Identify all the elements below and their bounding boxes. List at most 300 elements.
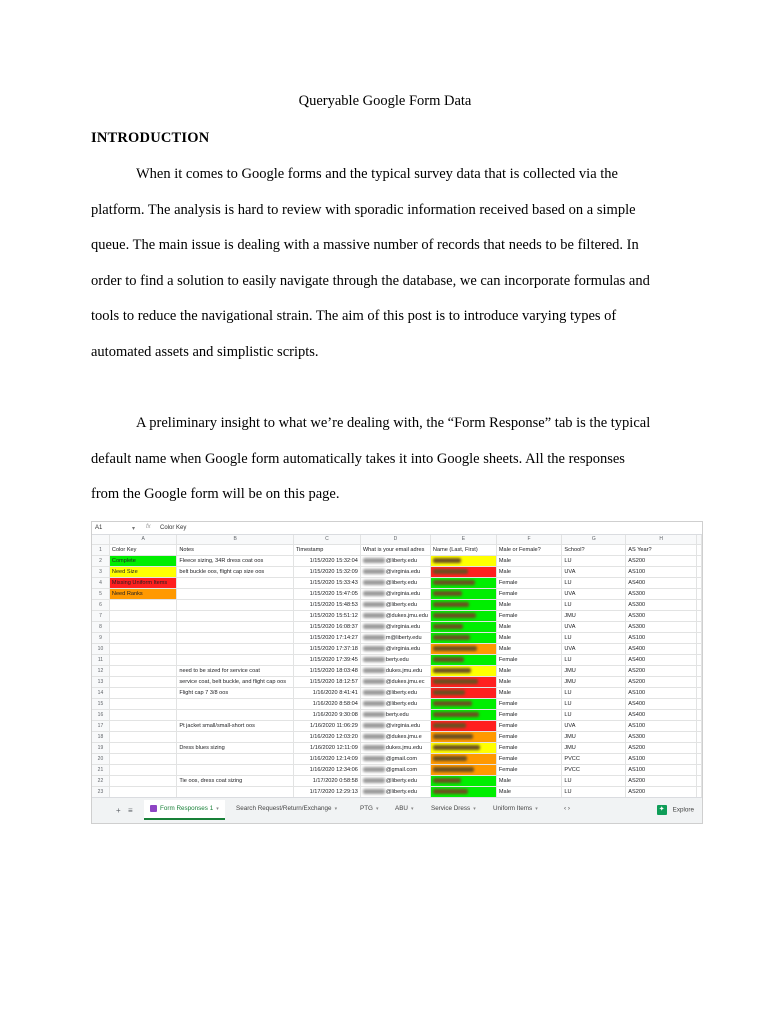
school-cell[interactable]: UVA	[562, 644, 626, 655]
color-key-cell[interactable]	[109, 743, 176, 754]
redacted-name	[433, 701, 472, 706]
sex-cell[interactable]: Male	[496, 776, 562, 787]
year-cell[interactable]: AS400	[626, 644, 697, 655]
color-key-cell[interactable]	[109, 710, 176, 721]
row-number[interactable]: 16	[92, 710, 109, 721]
sex-cell[interactable]: Male	[496, 567, 562, 578]
empty-cell[interactable]	[697, 556, 702, 567]
notes-cell[interactable]: service coat, belt buckle, and flight cap oos	[177, 677, 294, 688]
year-cell[interactable]: AS200	[626, 787, 697, 798]
header-cell[interactable]: What is your email adres	[360, 545, 430, 556]
school-cell[interactable]: LU	[562, 556, 626, 567]
school-cell[interactable]: LU	[562, 787, 626, 798]
notes-cell[interactable]: need to be sized for service coat	[177, 666, 294, 677]
color-key-cell[interactable]	[109, 633, 176, 644]
school-cell[interactable]: LU	[562, 578, 626, 589]
color-key-cell[interactable]	[109, 776, 176, 787]
redacted-email-user	[363, 646, 385, 651]
school-cell[interactable]: UVA	[562, 589, 626, 600]
redacted-name	[433, 668, 471, 673]
name-cell[interactable]	[430, 655, 496, 666]
redacted-email-user	[363, 580, 385, 585]
year-cell[interactable]: AS200	[626, 666, 697, 677]
row-number[interactable]: 23	[92, 787, 109, 798]
chevron-down-icon[interactable]: ▾	[473, 806, 476, 812]
sex-cell[interactable]: Female	[496, 589, 562, 600]
sex-cell[interactable]: Female	[496, 721, 562, 732]
notes-cell[interactable]: Dress blues sizing	[177, 743, 294, 754]
year-cell[interactable]: AS200	[626, 743, 697, 754]
notes-cell[interactable]	[177, 644, 294, 655]
email-cell[interactable]	[360, 743, 430, 754]
email-cell[interactable]	[360, 765, 430, 776]
column-letter[interactable]	[697, 535, 702, 545]
year-cell[interactable]: AS400	[626, 578, 697, 589]
notes-cell[interactable]: Fleece sizing, 34R dress coat oos	[177, 556, 294, 567]
color-key-cell[interactable]	[109, 611, 176, 622]
table-row	[92, 732, 702, 743]
row-number[interactable]: 19	[92, 743, 109, 754]
timestamp-cell[interactable]: 1/16/2020 12:11:09	[293, 743, 360, 754]
row-number[interactable]: 21	[92, 765, 109, 776]
name-cell[interactable]	[430, 710, 496, 721]
row-number[interactable]: 6	[92, 600, 109, 611]
email-cell[interactable]	[360, 556, 430, 567]
email-cell[interactable]	[360, 589, 430, 600]
notes-cell[interactable]	[177, 633, 294, 644]
year-cell[interactable]: AS200	[626, 677, 697, 688]
redacted-email-user	[363, 745, 385, 750]
sex-cell[interactable]: Male	[496, 622, 562, 633]
color-key-cell[interactable]: Complete	[109, 556, 176, 567]
notes-cell[interactable]	[177, 622, 294, 633]
timestamp-cell[interactable]: 1/15/2020 17:14:27	[293, 633, 360, 644]
name-cell[interactable]	[430, 556, 496, 567]
empty-cell[interactable]	[697, 765, 702, 776]
tab-form-responses-1[interactable]	[144, 800, 225, 820]
color-key-cell[interactable]	[109, 721, 176, 732]
school-cell[interactable]: JMU	[562, 732, 626, 743]
sex-cell[interactable]: Male	[496, 677, 562, 688]
empty-cell[interactable]	[697, 644, 702, 655]
year-cell[interactable]: AS100	[626, 688, 697, 699]
row-number[interactable]: 2	[92, 556, 109, 567]
tab-search-request-return-exchange[interactable]	[236, 805, 337, 812]
school-cell[interactable]: JMU	[562, 743, 626, 754]
header-cell[interactable]: Notes	[177, 545, 294, 556]
tab-ptg[interactable]	[360, 805, 378, 812]
school-cell[interactable]: LU	[562, 688, 626, 699]
color-key-cell[interactable]	[109, 765, 176, 776]
redacted-email-user	[363, 613, 385, 618]
timestamp-cell[interactable]: 1/15/2020 16:08:37	[293, 622, 360, 633]
name-cell[interactable]	[430, 622, 496, 633]
email-cell[interactable]	[360, 787, 430, 798]
email-cell[interactable]	[360, 677, 430, 688]
table-row	[92, 710, 702, 721]
empty-cell[interactable]	[697, 655, 702, 666]
empty-cell[interactable]	[697, 688, 702, 699]
name-cell[interactable]	[430, 600, 496, 611]
name-cell[interactable]	[430, 644, 496, 655]
timestamp-cell[interactable]: 1/15/2020 17:37:18	[293, 644, 360, 655]
row-number[interactable]: 14	[92, 688, 109, 699]
school-cell[interactable]: PVCC	[562, 765, 626, 776]
chevron-down-icon[interactable]: ▾	[410, 806, 414, 812]
empty-cell[interactable]	[697, 567, 702, 578]
color-key-cell[interactable]	[109, 677, 176, 688]
tab-uniform-items[interactable]	[493, 805, 538, 812]
notes-cell[interactable]	[177, 699, 294, 710]
notes-cell[interactable]	[177, 578, 294, 589]
name-cell[interactable]	[430, 699, 496, 710]
notes-cell[interactable]	[177, 754, 294, 765]
timestamp-cell[interactable]: 1/16/2020 9:30:08	[293, 710, 360, 721]
row-number[interactable]: 1	[92, 545, 109, 556]
sex-cell[interactable]: Female	[496, 765, 562, 776]
color-key-cell[interactable]: Missing Uniform Items	[109, 578, 176, 589]
sex-cell[interactable]: Male	[496, 787, 562, 798]
sex-cell[interactable]: Male	[496, 633, 562, 644]
insight-paragraph	[91, 406, 691, 513]
table-row	[92, 556, 702, 567]
sex-cell[interactable]: Female	[496, 699, 562, 710]
school-cell[interactable]: LU	[562, 655, 626, 666]
sex-cell[interactable]: Female	[496, 743, 562, 754]
name-cell[interactable]	[430, 721, 496, 732]
name-cell[interactable]	[430, 754, 496, 765]
empty-cell[interactable]	[697, 776, 702, 787]
year-cell[interactable]: AS300	[626, 732, 697, 743]
tab-scroll-arrows[interactable]: ‹ ›	[564, 805, 570, 812]
name-cell[interactable]	[430, 611, 496, 622]
redacted-email-user	[363, 679, 385, 684]
sex-cell[interactable]: Female	[496, 710, 562, 721]
empty-cell[interactable]	[697, 633, 702, 644]
email-domain: @virginia.edu	[385, 591, 421, 597]
empty-cell[interactable]	[697, 721, 702, 732]
email-cell[interactable]	[360, 666, 430, 677]
name-cell[interactable]	[430, 677, 496, 688]
form-badge-icon	[150, 805, 157, 812]
row-number[interactable]: 7	[92, 611, 109, 622]
redacted-name	[433, 657, 464, 662]
name-cell[interactable]	[430, 633, 496, 644]
notes-cell[interactable]: Flight cap 7 3/8 oos	[177, 688, 294, 699]
color-key-cell[interactable]	[109, 622, 176, 633]
name-cell[interactable]	[430, 776, 496, 787]
year-cell[interactable]: AS200	[626, 776, 697, 787]
column-letter[interactable]: F	[496, 535, 562, 545]
table-row	[92, 578, 702, 589]
timestamp-cell[interactable]: 1/15/2020 15:48:53	[293, 600, 360, 611]
paragraph-line: automated assets and simplistic scripts.	[91, 343, 319, 360]
row-number[interactable]: 11	[92, 655, 109, 666]
add-sheet-button[interactable]: +	[116, 806, 121, 815]
year-cell[interactable]: AS100	[626, 567, 697, 578]
formula-content[interactable]: Color Key	[160, 525, 187, 531]
tab-label: Uniform Items	[493, 805, 533, 812]
redacted-email-user	[363, 701, 385, 706]
timestamp-cell[interactable]: 1/15/2020 15:33:43	[293, 578, 360, 589]
empty-cell[interactable]	[697, 710, 702, 721]
color-key-cell[interactable]	[109, 644, 176, 655]
header-cell[interactable]: School?	[562, 545, 626, 556]
column-letter[interactable]: D	[360, 535, 430, 545]
tab-label: Form Responses 1	[160, 805, 214, 813]
email-cell[interactable]	[360, 622, 430, 633]
paragraph-line: A preliminary insight to what we’re dealing with, the “Form Response” tab is the typical	[136, 415, 651, 431]
row-number[interactable]: 20	[92, 754, 109, 765]
school-cell[interactable]: LU	[562, 600, 626, 611]
row-number[interactable]: 5	[92, 589, 109, 600]
header-cell[interactable]: Name (Last, First)	[430, 545, 496, 556]
email-domain: @gmail.com	[385, 767, 418, 773]
redacted-name	[433, 789, 468, 794]
school-cell[interactable]: JMU	[562, 677, 626, 688]
notes-cell[interactable]	[177, 765, 294, 776]
row-number[interactable]: 22	[92, 776, 109, 787]
school-cell[interactable]: UVA	[562, 622, 626, 633]
row-number[interactable]: 15	[92, 699, 109, 710]
email-cell[interactable]	[360, 644, 430, 655]
empty-cell[interactable]	[697, 677, 702, 688]
timestamp-cell[interactable]: 1/16/2020 8:58:04	[293, 699, 360, 710]
timestamp-cell[interactable]: 1/15/2020 15:32:09	[293, 567, 360, 578]
color-key-cell[interactable]: Need Size	[109, 567, 176, 578]
chevron-down-icon[interactable]: ▾	[535, 806, 538, 812]
year-cell[interactable]: AS400	[626, 655, 697, 666]
color-key-cell[interactable]: Need Ranks	[109, 589, 176, 600]
email-cell[interactable]	[360, 600, 430, 611]
sex-cell[interactable]: Male	[496, 556, 562, 567]
notes-cell[interactable]	[177, 710, 294, 721]
school-cell[interactable]: LU	[562, 633, 626, 644]
empty-cell[interactable]	[697, 743, 702, 754]
explore-button[interactable]	[657, 805, 694, 815]
color-key-cell[interactable]	[109, 787, 176, 798]
year-cell[interactable]: AS300	[626, 611, 697, 622]
chevron-down-icon[interactable]: ▾	[334, 806, 338, 812]
email-domain: @liberty.edu	[385, 558, 417, 564]
notes-cell[interactable]	[177, 787, 294, 798]
notes-cell[interactable]	[177, 732, 294, 743]
empty-cell[interactable]	[697, 699, 702, 710]
timestamp-cell[interactable]: 1/15/2020 17:39:45	[293, 655, 360, 666]
timestamp-cell[interactable]: 1/15/2020 18:03:48	[293, 666, 360, 677]
empty-cell[interactable]	[697, 611, 702, 622]
select-all-corner[interactable]	[92, 535, 109, 545]
row-number[interactable]: 3	[92, 567, 109, 578]
name-cell[interactable]	[430, 589, 496, 600]
timestamp-cell[interactable]: 1/16/2020 12:14:09	[293, 754, 360, 765]
color-key-cell[interactable]	[109, 600, 176, 611]
all-sheets-button[interactable]: ≡	[128, 806, 133, 815]
timestamp-cell[interactable]: 1/16/2020 11:06:29	[293, 721, 360, 732]
year-cell[interactable]: AS300	[626, 589, 697, 600]
school-cell[interactable]: LU	[562, 699, 626, 710]
year-cell[interactable]: AS200	[626, 556, 697, 567]
sex-cell[interactable]: Female	[496, 578, 562, 589]
row-number[interactable]: 12	[92, 666, 109, 677]
school-cell[interactable]: UVA	[562, 721, 626, 732]
column-letters-row	[92, 535, 702, 545]
school-cell[interactable]: PVCC	[562, 754, 626, 765]
email-cell[interactable]	[360, 776, 430, 787]
school-cell[interactable]: JMU	[562, 611, 626, 622]
email-domain: m@liberty.edu	[385, 635, 422, 641]
school-cell[interactable]: LU	[562, 776, 626, 787]
name-cell[interactable]	[430, 666, 496, 677]
timestamp-cell[interactable]: 1/15/2020 15:51:12	[293, 611, 360, 622]
empty-cell[interactable]	[697, 578, 702, 589]
tab-label: Service Dress	[431, 805, 471, 812]
empty-cell[interactable]	[697, 666, 702, 677]
sex-cell[interactable]: Male	[496, 688, 562, 699]
color-key-cell[interactable]	[109, 699, 176, 710]
header-cell[interactable]: Timestamp	[293, 545, 360, 556]
notes-cell[interactable]	[177, 611, 294, 622]
timestamp-cell[interactable]: 1/15/2020 15:32:04	[293, 556, 360, 567]
name-cell[interactable]	[430, 787, 496, 798]
email-cell[interactable]	[360, 710, 430, 721]
column-letter[interactable]: A	[109, 535, 176, 545]
redacted-name	[433, 624, 463, 629]
formula-bar	[92, 522, 703, 535]
column-letter[interactable]: B	[177, 535, 294, 545]
header-cell[interactable]: Male or Female?	[496, 545, 562, 556]
chevron-down-icon[interactable]: ▾	[375, 806, 379, 812]
name-cell[interactable]	[430, 578, 496, 589]
email-cell[interactable]	[360, 611, 430, 622]
table-row	[92, 754, 702, 765]
notes-cell[interactable]: belt buckle oos, flight cap size oos	[177, 567, 294, 578]
email-domain: berty.edu	[385, 657, 409, 663]
color-key-cell[interactable]	[109, 688, 176, 699]
email-cell[interactable]	[360, 732, 430, 743]
email-domain: @virginia.edu	[385, 646, 421, 652]
row-number[interactable]: 8	[92, 622, 109, 633]
chevron-down-icon[interactable]: ▾	[216, 806, 219, 813]
year-cell[interactable]: AS400	[626, 710, 697, 721]
table-row	[92, 688, 702, 699]
color-key-cell[interactable]	[109, 655, 176, 666]
timestamp-cell[interactable]: 1/16/2020 12:34:06	[293, 765, 360, 776]
chevron-down-icon[interactable]: ▾	[132, 526, 136, 532]
notes-cell[interactable]: Pt jacket small/small-short oos	[177, 721, 294, 732]
sex-cell[interactable]: Male	[496, 600, 562, 611]
column-letter[interactable]: C	[293, 535, 360, 545]
year-cell[interactable]: AS100	[626, 765, 697, 776]
table-row	[92, 622, 702, 633]
empty-cell[interactable]	[697, 754, 702, 765]
email-domain: berty.edu	[385, 712, 409, 718]
empty-cell[interactable]	[697, 732, 702, 743]
email-cell[interactable]	[360, 578, 430, 589]
timestamp-cell[interactable]: 1/15/2020 18:12:57	[293, 677, 360, 688]
sex-cell[interactable]: Male	[496, 644, 562, 655]
row-number[interactable]: 9	[92, 633, 109, 644]
sex-cell[interactable]: Female	[496, 732, 562, 743]
tab-service-dress[interactable]	[431, 805, 476, 812]
timestamp-cell[interactable]: 1/16/2020 8:41:41	[293, 688, 360, 699]
row-number[interactable]: 13	[92, 677, 109, 688]
timestamp-cell[interactable]: 1/15/2020 15:47:05	[293, 589, 360, 600]
tab-abu[interactable]	[395, 805, 413, 812]
school-cell[interactable]: LU	[562, 710, 626, 721]
sex-cell[interactable]: Female	[496, 611, 562, 622]
column-letter[interactable]: G	[562, 535, 626, 545]
redacted-name	[433, 679, 478, 684]
school-cell[interactable]: UVA	[562, 567, 626, 578]
cell-reference[interactable]: A1	[95, 525, 103, 531]
sex-cell[interactable]: Male	[496, 666, 562, 677]
notes-cell[interactable]	[177, 655, 294, 666]
color-key-cell[interactable]	[109, 754, 176, 765]
email-cell[interactable]	[360, 655, 430, 666]
timestamp-cell[interactable]: 1/17/2020 12:29:13	[293, 787, 360, 798]
notes-cell[interactable]: Tie oos, dress coat sizing	[177, 776, 294, 787]
redacted-name	[433, 723, 466, 728]
empty-cell[interactable]	[697, 545, 702, 556]
empty-cell[interactable]	[697, 600, 702, 611]
year-cell[interactable]: AS100	[626, 721, 697, 732]
email-cell[interactable]	[360, 754, 430, 765]
header-cell[interactable]: Color Key	[109, 545, 176, 556]
year-cell[interactable]: AS100	[626, 633, 697, 644]
school-cell[interactable]: JMU	[562, 666, 626, 677]
empty-cell[interactable]	[697, 622, 702, 633]
year-cell[interactable]: AS300	[626, 600, 697, 611]
redacted-name	[433, 712, 479, 717]
name-cell[interactable]	[430, 765, 496, 776]
color-key-cell[interactable]	[109, 666, 176, 677]
empty-cell[interactable]	[697, 589, 702, 600]
color-key-cell[interactable]	[109, 732, 176, 743]
notes-cell[interactable]	[177, 589, 294, 600]
timestamp-cell[interactable]: 1/16/2020 12:03:20	[293, 732, 360, 743]
timestamp-cell[interactable]: 1/17/2020 0:58:58	[293, 776, 360, 787]
redacted-email-user	[363, 789, 385, 794]
sex-cell[interactable]: Female	[496, 754, 562, 765]
paragraph-line: tools to reduce the navigational strain. The aim of this post is to introduce varying types of	[91, 308, 617, 325]
email-cell[interactable]	[360, 721, 430, 732]
year-cell[interactable]: AS300	[626, 622, 697, 633]
email-cell[interactable]	[360, 567, 430, 578]
header-cell[interactable]: AS Year?	[626, 545, 697, 556]
row-number[interactable]: 4	[92, 578, 109, 589]
sex-cell[interactable]: Female	[496, 655, 562, 666]
header-row	[92, 545, 702, 556]
row-number[interactable]: 10	[92, 644, 109, 655]
row-number[interactable]: 17	[92, 721, 109, 732]
row-number[interactable]: 18	[92, 732, 109, 743]
email-cell[interactable]	[360, 699, 430, 710]
email-domain: @dukes.jmu.edu	[385, 613, 428, 619]
name-cell[interactable]	[430, 567, 496, 578]
column-letter[interactable]: E	[430, 535, 496, 545]
name-cell[interactable]	[430, 688, 496, 699]
notes-cell[interactable]	[177, 600, 294, 611]
name-cell[interactable]	[430, 743, 496, 754]
name-cell[interactable]	[430, 732, 496, 743]
empty-cell[interactable]	[697, 787, 702, 798]
email-cell[interactable]	[360, 633, 430, 644]
year-cell[interactable]: AS400	[626, 699, 697, 710]
email-cell[interactable]	[360, 688, 430, 699]
column-letter[interactable]: H	[626, 535, 697, 545]
year-cell[interactable]: AS100	[626, 754, 697, 765]
